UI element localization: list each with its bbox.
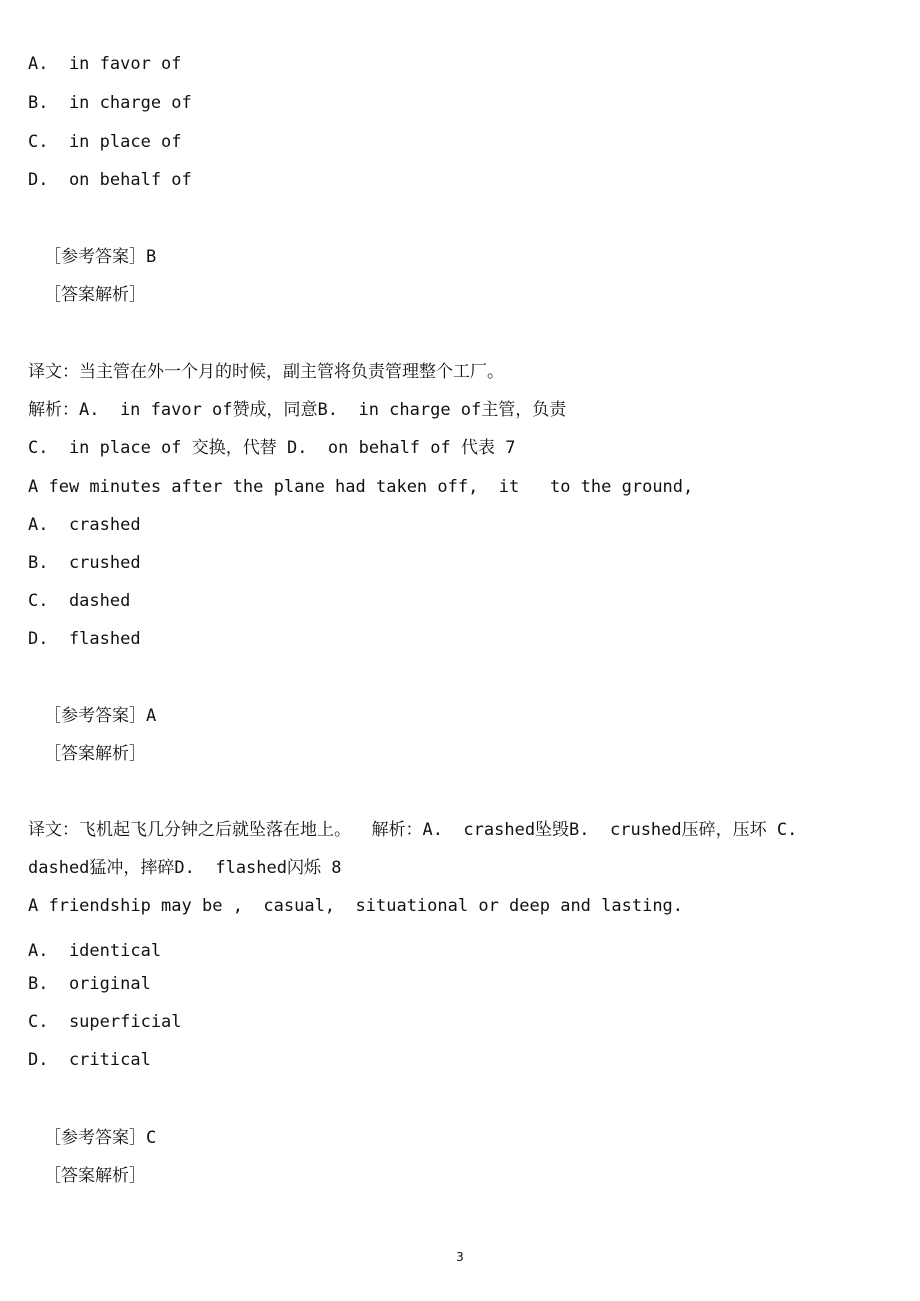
q6-explanation-line-1: 解析：A. in favor of赞成，同意B. in charge of主管，负责 <box>28 400 567 420</box>
q6-translation: 译文：当主管在外一个月的时候，副主管将负责管理整个工厂。 <box>28 362 504 382</box>
q7-option-a: A. crashed <box>28 515 141 535</box>
q7-explanation-line-2: dashed猛冲，摔碎D. flashed闪烁 8 <box>28 858 342 878</box>
q7-answer: ［参考答案］A <box>44 706 157 726</box>
q7-option-d: D. flashed <box>28 629 141 649</box>
q6-option-d: D. on behalf of <box>28 170 192 190</box>
q7-explanation-line-1: 译文：飞机起飞几分钟之后就坠落在地上。 解析：A. crashed坠毁B. crushed压碎，压坏 C. <box>28 820 798 840</box>
q6-explanation-line-2: C. in place of 交换，代替 D. on behalf of 代表 7 <box>28 438 516 458</box>
q6-answer: ［参考答案］B <box>44 247 157 267</box>
q8-question: A friendship may be , casual, situational or deep and lasting. <box>28 896 684 916</box>
q8-option-b: B. original <box>28 974 151 994</box>
q7-analysis-label: ［答案解析］ <box>44 744 146 764</box>
q6-option-b: B. in charge of <box>28 93 192 113</box>
page-number: 3 <box>456 1250 464 1264</box>
q8-option-d: D. critical <box>28 1050 151 1070</box>
q8-option-c: C. superficial <box>28 1012 182 1032</box>
q6-option-a: A. in favor of <box>28 54 182 74</box>
q8-analysis-label: ［答案解析］ <box>44 1166 146 1186</box>
q7-option-c: C. dashed <box>28 591 131 611</box>
q7-option-b: B. crushed <box>28 553 141 573</box>
q7-question: A few minutes after the plane had taken off, it to the ground, <box>28 477 694 497</box>
q6-analysis-label: ［答案解析］ <box>44 285 146 305</box>
q8-option-a: A. identical <box>28 941 162 961</box>
q8-answer: ［参考答案］C <box>44 1128 157 1148</box>
q6-option-c: C. in place of <box>28 132 182 152</box>
